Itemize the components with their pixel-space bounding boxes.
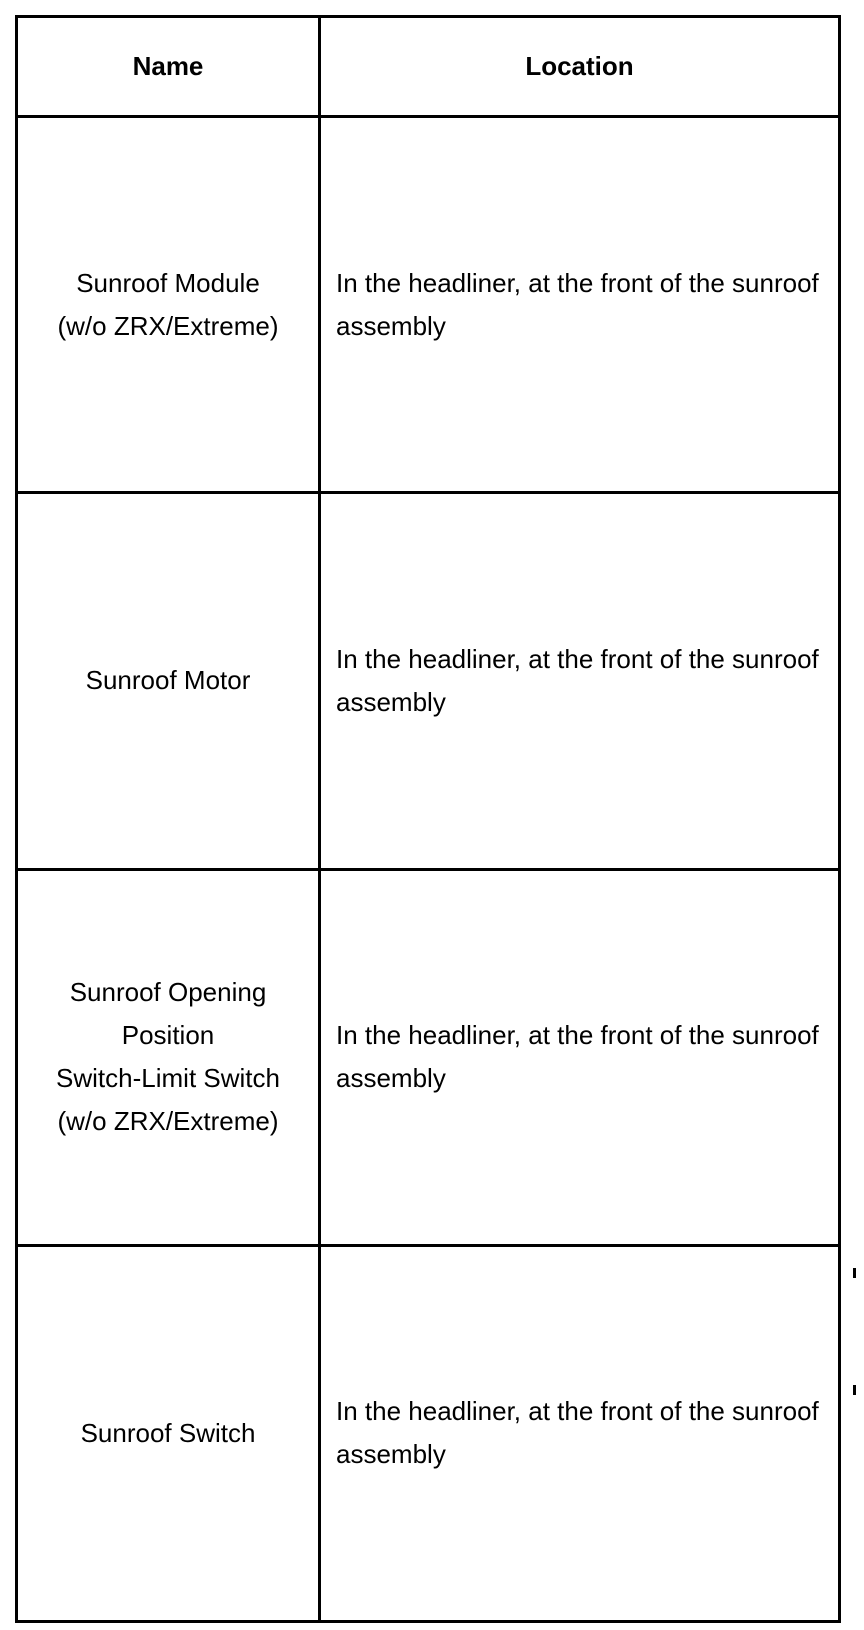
name-column-header: Name [17,17,320,117]
component-name-line: Sunroof Motor [85,665,251,696]
component-name-cell [17,493,320,869]
component-name-line: Sunroof Switch [80,1417,256,1448]
component-name-line: (w/o ZRX/Extreme) [57,310,279,341]
component-name-cell [17,117,320,493]
component-name-line: (w/o ZRX/Extreme) [57,1106,279,1137]
component-location-table [15,15,841,1623]
component-name-line: Switch-Limit Switch [56,1063,280,1094]
component-name-line: Sunroof Opening [69,977,267,1008]
component-name-line: Sunroof Module [76,267,260,298]
component-location-cell: In the headliner, at the front of the sunroof assembly [320,117,840,493]
table-row [17,869,840,1245]
component-location-cell: In the headliner, at the front of the sunroof assembly [320,1245,840,1621]
location-column-header: Location [320,17,840,117]
component-name-cell [17,1245,320,1621]
table-row [17,493,840,869]
component-location-cell: In the headliner, at the front of the sunroof assembly [320,869,840,1245]
component-location-cell: In the headliner, at the front of the sunroof assembly [320,493,840,869]
table-row [17,1245,840,1621]
table-row [17,117,840,493]
scan-artifact-mark [853,1268,856,1278]
component-name-line: Position [121,1020,215,1051]
scan-artifact-mark [853,1385,856,1395]
component-name-cell [17,869,320,1245]
table-header-row [17,17,840,117]
